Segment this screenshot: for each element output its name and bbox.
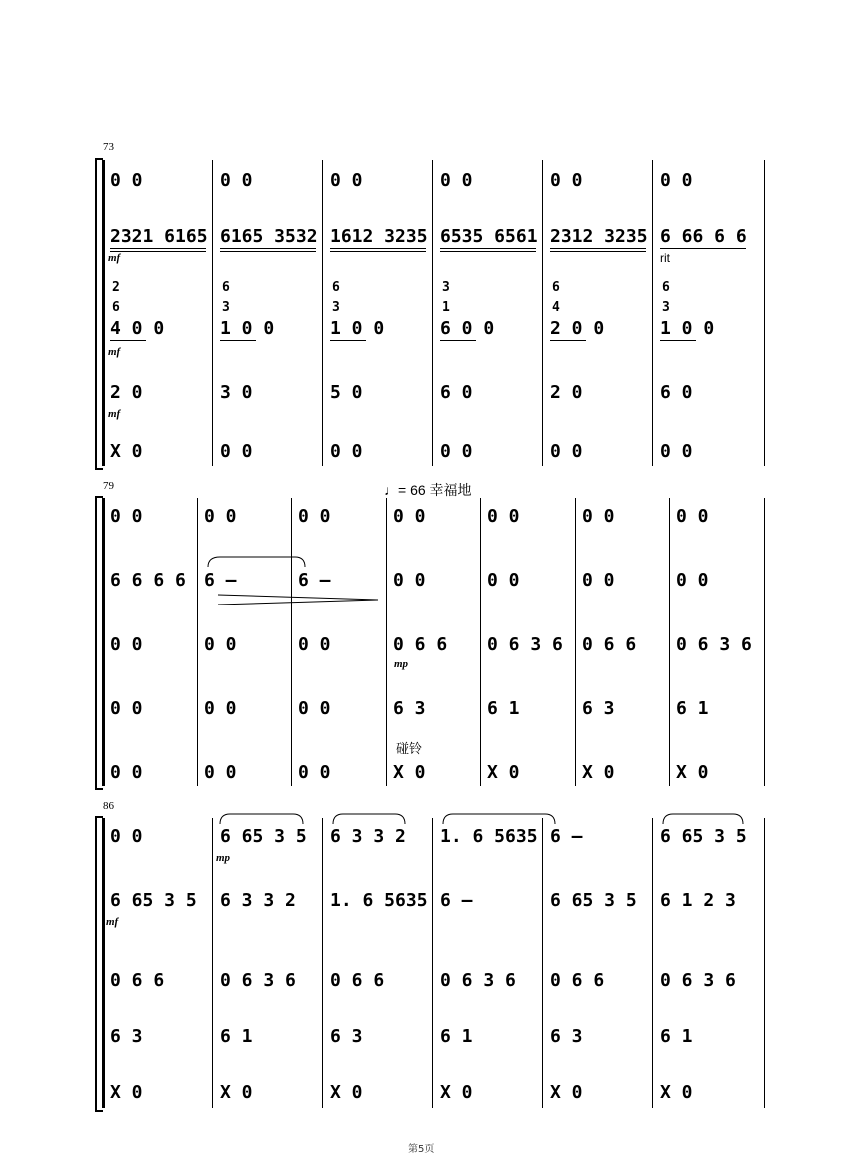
note-cell: 0 0 — [330, 441, 363, 462]
note-cell: 0 0 — [110, 170, 143, 191]
note-cell: X 0 — [330, 1082, 363, 1103]
note-cell: 6 1 — [676, 698, 709, 719]
tie-and-hairpin — [200, 555, 380, 605]
beam-line — [220, 248, 316, 249]
note-cell: 6 65 3 5 — [660, 826, 747, 847]
system-barline — [102, 160, 105, 466]
beam-line — [660, 248, 746, 249]
barline — [764, 160, 765, 466]
note-cell: 0 6 3 6 — [676, 634, 752, 655]
note-cell: 0 0 — [676, 506, 709, 527]
note-cell: 0 0 — [220, 441, 253, 462]
chord-note: 6 — [222, 280, 230, 295]
note-cell: 0 0 — [440, 170, 473, 191]
barline — [652, 160, 653, 466]
note-cell: 0 0 — [660, 170, 693, 191]
barline — [291, 498, 292, 786]
note-cell: 6 3 3 2 — [220, 890, 296, 911]
dynamic-marking: mf — [108, 346, 121, 358]
barline — [432, 160, 433, 466]
barline — [542, 160, 543, 466]
barline — [542, 818, 543, 1108]
quarter-note-icon: ♩ — [384, 482, 398, 498]
measure-number: 86 — [103, 800, 114, 812]
note-cell: X 0 — [393, 762, 426, 783]
note-cell: 0 0 — [204, 762, 237, 783]
note-cell: 0 0 — [487, 506, 520, 527]
system-barline — [102, 498, 105, 786]
beam-line — [110, 340, 146, 341]
note-cell: 6 65 3 5 — [110, 890, 197, 911]
rit-marking: rit — [660, 251, 670, 265]
beam-line — [440, 340, 476, 341]
note-cell: 0 0 — [582, 506, 615, 527]
note-cell: 0 0 — [110, 762, 143, 783]
note-cell: 6 1 — [487, 698, 520, 719]
barline — [212, 818, 213, 1108]
note-cell: 6 1 2 3 — [660, 890, 736, 911]
beam-line — [440, 251, 536, 252]
chord-note: 6 — [662, 280, 670, 295]
note-cell: 6 0 — [440, 382, 473, 403]
beam-line — [110, 248, 206, 249]
note-cell: 0 0 — [676, 570, 709, 591]
chord-note: 3 — [442, 280, 450, 295]
note-cell: 0 0 — [550, 441, 583, 462]
beam-line — [660, 340, 696, 341]
note-cell: 6 65 3 5 — [220, 826, 307, 847]
chord-note: 2 — [112, 280, 120, 295]
note-cell: 0 6 6 — [393, 634, 448, 655]
beam-line — [550, 340, 586, 341]
note-cell: 6 – — [550, 826, 583, 847]
note-cell: 1 0 0 — [660, 318, 715, 339]
note-cell: 0 0 — [582, 570, 615, 591]
note-cell: 6 3 3 2 — [330, 826, 406, 847]
note-cell: 0 0 — [393, 570, 426, 591]
note-cell: 6 66 6 6 — [660, 226, 747, 247]
note-cell: 6 1 — [220, 1026, 253, 1047]
chord-note: 3 — [332, 300, 340, 315]
barline — [764, 498, 765, 786]
note-cell: X 0 — [487, 762, 520, 783]
note-cell: 0 0 — [393, 506, 426, 527]
beam-line — [550, 251, 646, 252]
note-cell: 0 0 — [440, 441, 473, 462]
note-cell: 0 0 — [487, 570, 520, 591]
note-cell: 0 0 — [110, 698, 143, 719]
note-cell: 2 0 — [110, 382, 143, 403]
note-cell: 0 0 — [110, 826, 143, 847]
note-cell: 0 0 — [110, 634, 143, 655]
note-cell: 0 6 3 6 — [660, 970, 736, 991]
chord-note: 6 — [552, 280, 560, 295]
chord-note: 6 — [332, 280, 340, 295]
note-cell: 0 6 6 — [330, 970, 385, 991]
note-cell: 0 0 — [204, 506, 237, 527]
note-cell: 0 6 6 — [550, 970, 605, 991]
note-cell: 0 0 — [550, 170, 583, 191]
note-cell: 1. 6 5635 — [440, 826, 538, 847]
barline — [575, 498, 576, 786]
beam-line — [330, 251, 426, 252]
note-cell: X 0 — [220, 1082, 253, 1103]
instrument-label: 碰铃 — [396, 741, 423, 756]
note-cell: 6 1 — [440, 1026, 473, 1047]
note-cell: 0 0 — [298, 762, 331, 783]
beam-line — [330, 248, 426, 249]
chord-note: 3 — [662, 300, 670, 315]
slurs — [215, 810, 775, 830]
dynamic-marking: mf — [108, 252, 121, 264]
note-cell: X 0 — [660, 1082, 693, 1103]
note-cell: 0 0 — [204, 634, 237, 655]
note-cell: 6 3 — [550, 1026, 583, 1047]
note-cell: 6 – — [298, 570, 331, 591]
note-cell: 6535 6561 — [440, 226, 538, 247]
note-cell: 6 65 3 5 — [550, 890, 637, 911]
note-cell: 2321 6165 — [110, 226, 208, 247]
note-cell: 0 6 6 — [110, 970, 165, 991]
note-cell: 2 0 0 — [550, 318, 605, 339]
note-cell: 0 0 — [298, 506, 331, 527]
dynamic-marking: mp — [394, 658, 409, 670]
note-cell: 0 0 — [110, 506, 143, 527]
barline — [432, 818, 433, 1108]
beam-line — [330, 340, 366, 341]
note-cell: X 0 — [110, 1082, 143, 1103]
chord-note: 3 — [222, 300, 230, 315]
note-cell: 1 0 0 — [330, 318, 385, 339]
system-barline — [102, 818, 105, 1108]
note-cell: 6 3 — [393, 698, 426, 719]
note-cell: 6165 3532 — [220, 226, 318, 247]
note-cell: 6 3 — [582, 698, 615, 719]
note-cell: 0 6 6 — [582, 634, 637, 655]
barline — [212, 160, 213, 466]
note-cell: X 0 — [676, 762, 709, 783]
note-cell: 6 1 — [660, 1026, 693, 1047]
note-cell: 2312 3235 — [550, 226, 648, 247]
beam-line — [110, 251, 206, 252]
barline — [480, 498, 481, 786]
tempo-marking — [384, 480, 472, 500]
barline — [322, 160, 323, 466]
beam-line — [550, 248, 646, 249]
note-cell: 6 6 6 6 — [110, 570, 186, 591]
dynamic-marking: mf — [108, 408, 121, 420]
note-cell: 0 0 — [220, 170, 253, 191]
note-cell: 5 0 — [330, 382, 363, 403]
note-cell: 3 0 — [220, 382, 253, 403]
dynamic-marking: mf — [106, 916, 119, 928]
note-cell: 6 – — [204, 570, 237, 591]
note-cell: 6 – — [440, 890, 473, 911]
note-cell: 1612 3235 — [330, 226, 428, 247]
barline — [322, 818, 323, 1108]
tempo-text: = 66 幸福地 — [398, 482, 472, 498]
barline — [386, 498, 387, 786]
note-cell: 0 0 — [298, 634, 331, 655]
barline — [197, 498, 198, 786]
chord-note: 4 — [552, 300, 560, 315]
note-cell: X 0 — [550, 1082, 583, 1103]
beam-line — [220, 340, 256, 341]
note-cell: 0 0 — [660, 441, 693, 462]
barline — [669, 498, 670, 786]
note-cell: 0 0 — [298, 698, 331, 719]
barline — [652, 818, 653, 1108]
page-footer: 第5页 — [408, 1144, 435, 1155]
note-cell: 0 6 3 6 — [487, 634, 563, 655]
note-cell: X 0 — [440, 1082, 473, 1103]
note-cell: 2 0 — [550, 382, 583, 403]
note-cell: X 0 — [582, 762, 615, 783]
note-cell: 1. 6 5635 — [330, 890, 428, 911]
chord-note: 6 — [112, 300, 120, 315]
note-cell: 6 3 — [330, 1026, 363, 1047]
measure-number: 79 — [103, 480, 114, 492]
note-cell: 0 0 — [204, 698, 237, 719]
note-cell: 1 0 0 — [220, 318, 275, 339]
beam-line — [220, 251, 316, 252]
beam-line — [440, 248, 536, 249]
note-cell: 6 3 — [110, 1026, 143, 1047]
note-cell: 0 0 — [330, 170, 363, 191]
dynamic-marking: mp — [216, 852, 231, 864]
note-cell: 6 0 0 — [440, 318, 495, 339]
note-cell: 4 0 0 — [110, 318, 165, 339]
note-cell: X 0 — [110, 441, 143, 462]
note-cell: 0 6 3 6 — [440, 970, 516, 991]
barline — [764, 818, 765, 1108]
chord-note: 1 — [442, 300, 450, 315]
measure-number: 73 — [103, 141, 114, 153]
note-cell: 0 6 3 6 — [220, 970, 296, 991]
note-cell: 6 0 — [660, 382, 693, 403]
